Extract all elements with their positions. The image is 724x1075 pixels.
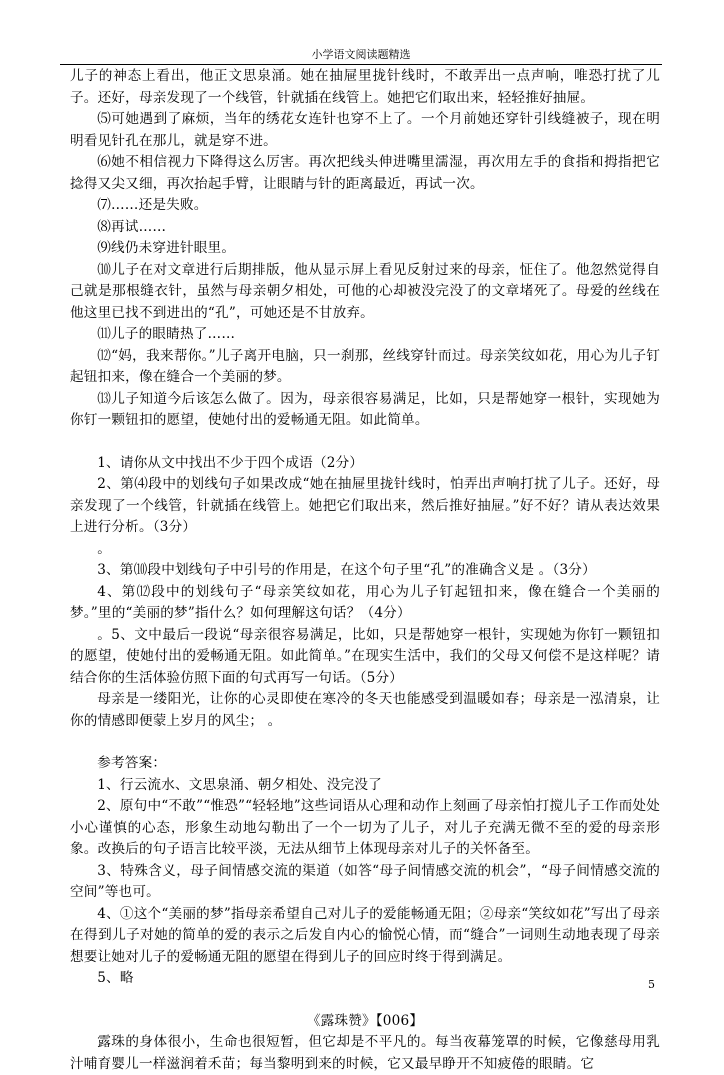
question: 4、第⑿段中的划线句子“母亲笑纹如花，用心为儿子钉起钮扣来，像在缝合一个美丽的梦。”里的“美丽的梦”指什么？如何理解这句话？（4分） xyxy=(70,583,660,621)
page-number: 5 xyxy=(648,978,655,991)
question: 2、第⑷段中的划线句子如果改成“她在抽屉里拢针线时，怕弄出声响打扰了儿子。还好，母亲发现了一个线管，针就插在线管上。她把它们取出来，然后推好抽屉。”好不好？请从表达效果上进行分析。（3分） xyxy=(70,476,660,535)
story-paragraph: ⑸可她遇到了麻烦，当年的绣花女连针也穿不上了。一个月前她还穿针引线缝被子，现在明明看见针孔在那儿，就是穿不进。 xyxy=(70,111,660,149)
answer: 2、原句中“不敢”“惟恐”“轻轻地”这些词语从心理和动作上刻画了母亲怕打搅儿子工作而处处小心谨慎的心态，形象生动地勾勒出了一个一切为了儿子，对儿子充满无微不至的爱的母亲形象。改换后的句子语言比较平淡，无法从细节上体现母亲对儿子的关怀备至。 xyxy=(70,798,660,857)
story-paragraph: ⑿“妈，我来帮你。”儿子离开电脑，只一刹那，丝线穿针而过。母亲笑纹如花，用心为儿子钉起钮扣来，像在缝合一个美丽的梦。 xyxy=(70,347,660,385)
question-example: 母亲是一缕阳光，让你的心灵即使在寒冷的冬天也能感受到温暖如春；母亲是一泓清泉，让你的情感即便蒙上岁月的风尘； 。 xyxy=(70,691,660,729)
story-paragraph: ⑹她不相信视力下降得这么厉害。再次把线头伸进嘴里濡湿，再次用左手的食指和拇指把它捻得又尖又细，再次抬起手臂，让眼睛与针的距离最近，再试一次。 xyxy=(70,154,660,192)
story-paragraph: 儿子的神态上看出，他正文思泉涌。她在抽屉里拢针线时，不敢弄出一点声响，唯恐打扰了儿子。还好，母亲发现了一个线管，针就插在线管上。她把它们取出来，轻轻推好抽屉。 xyxy=(70,68,660,106)
story-paragraph: ⒀儿子知道今后该怎么做了。因为，母亲很容易满足，比如，只是帮她穿一根针，实现她为你钉一颗钮扣的愿望，使她付出的爱畅通无阻。如此简单。 xyxy=(70,390,660,428)
question: 。5、文中最后一段说“母亲很容易满足，比如，只是帮她穿一根针，实现她为你钉一颗钮扣的愿望，使她付出的爱畅通无阻。如此简单。”在现实生活中，我们的父母又何偿不是这样呢？请结合你的生活体验仿照下面的句式再写一句话。（5分） xyxy=(70,626,660,686)
page-header: 小学语文阅读题精选 xyxy=(60,48,662,65)
answer: 3、特殊含义，母子间情感交流的渠道（如答“母子间情感交流的机会”，“母子间情感交流的空间”等也可。 xyxy=(70,862,660,900)
question: 3、第⑽段中划线句子中引号的作用是，在这个句子里“孔”的准确含义是 。（3分） xyxy=(97,562,596,578)
answers-title: 参考答案： xyxy=(97,755,167,771)
document-body xyxy=(70,66,660,1075)
answer: 1、行云流水、文思泉涌、朝夕相处、没完没了 xyxy=(97,776,382,793)
story-paragraph: ⑺……还是失败。 xyxy=(97,197,208,213)
story-paragraph: ⑻再试…… xyxy=(97,218,167,235)
question-blank: 。 xyxy=(97,540,111,557)
answer: 5、略 xyxy=(97,970,134,986)
next-article-title: 《露珠赞》【006】 xyxy=(306,1012,424,1029)
question: 1、请你从文中找出不少于四个成语（2分） xyxy=(97,454,364,471)
next-article-text: 露珠的身体很小，生命也很短暂，但它却是不平凡的。每当夜幕笼罩的时候，它像慈母用乳汁哺育婴儿一样滋润着禾苗；每当黎明到来的时候，它又最早睁开不知疲倦的眼睛。它 xyxy=(70,1034,660,1072)
story-paragraph: ⑼线仍未穿进针眼里。 xyxy=(97,240,236,256)
story-paragraph: ⑾儿子的眼睛热了…… xyxy=(97,326,236,342)
answer: 4、①这个“美丽的梦”指母亲希望自己对儿子的爱能畅通无阻；②母亲“笑纹如花”写出了母亲在得到儿子对她的简单的爱的表示之后发自内心的愉悦心情，而“缝合”一词则生动地表现了母亲想要让她对儿子的爱畅通无阻的愿望在得到儿子的回应时终于得到满足。 xyxy=(70,905,660,965)
story-paragraph: ⑽儿子在对文章进行后期排版，他从显示屏上看见反射过来的母亲，怔住了。他忽然觉得自己就是那根缝衣针，虽然与母亲朝夕相处，可他的心却被没完没了的文章堵死了。母爱的丝线在他这里已找不到进出的“孔”，可她还是不甘放弃。 xyxy=(70,261,660,321)
